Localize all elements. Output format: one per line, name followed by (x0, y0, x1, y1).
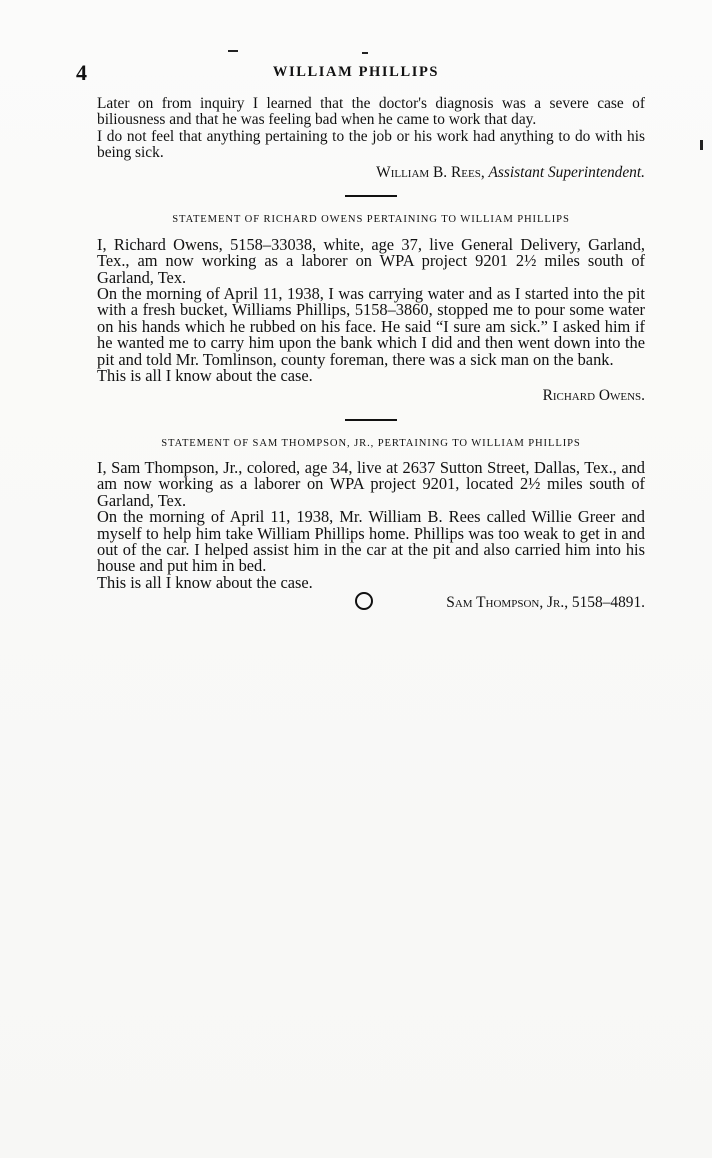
page-number: 4 (76, 60, 87, 85)
statement-heading: STATEMENT OF RICHARD OWENS PERTAINING TO WILLIAM PHILLIPS (172, 214, 570, 226)
bleed-through-text (112, 860, 650, 1080)
scan-speck (362, 52, 368, 54)
page-body (97, 96, 645, 612)
statement-heading: STATEMENT OF SAM THOMPSON, JR., PERTAINING TO WILLIAM PHILLIPS (161, 437, 581, 449)
signature-name: William B. Rees, (376, 164, 485, 182)
page-header (76, 60, 636, 90)
thompson-statement (97, 436, 645, 612)
running-head: WILLIAM PHILLIPS (272, 64, 440, 80)
owens-statement (97, 212, 645, 404)
paragraph: Later on from inquiry I learned that the doctor's diagnosis was a severe case of biliousness and that he was feeling bad when he came to work that day. (97, 95, 645, 129)
paragraph: I, Richard Owens, 5158–33038, white, age 37, live General Delivery, Garland, Tex., am now working as a laborer on WPA project 9201 2½ miles south of Garland, Tex. (97, 234, 645, 287)
paragraph: I do not feel that anything pertaining to the job or his work had anything to do with his being sick. (97, 127, 645, 161)
scan-speck (700, 140, 703, 150)
signature-rees (97, 165, 645, 181)
section-divider (345, 195, 397, 197)
section-divider (345, 419, 397, 421)
punch-hole-circle (355, 592, 373, 610)
paragraph: I, Sam Thompson, Jr., colored, age 34, live at 2637 Sutton Street, Dallas, Tex., and am now working as a laborer on WPA project 9201, located 2½ miles south of Garland, Tex. (97, 458, 645, 510)
signature-title: Assistant Superintendent. (488, 164, 645, 182)
paragraph: On the morning of April 11, 1938, I was carrying water and as I started into the pit with a fresh bucket, Williams Phillips, 5158–3860, stopped me to pour some water on his hands which he rubbed on his face. He said “I sure am sick.” I asked him if he wanted me to carry him upon the bank which I did and then went down into the pit and told Mr. Tomlinson, county foreman, there was a sick man on the bank. (97, 284, 645, 369)
rees-statement (97, 96, 645, 181)
paragraph: On the morning of April 11, 1938, Mr. William B. Rees called Willie Greer and myself to help him take William Phillips home. Phillips was too weak to get in and out of the car. I helped assist him in the car at the pit and also carried him into his house and put him in bed. (97, 507, 645, 576)
scan-speck (228, 50, 238, 52)
paragraph: This is all I know about the case. (97, 572, 313, 592)
signature-thompson: Sam Thompson, Jr., 5158–4891. (446, 594, 645, 612)
paragraph: This is all I know about the case. (97, 366, 313, 386)
signature-owens: Richard Owens. (542, 387, 645, 405)
bleed-through-text (112, 640, 650, 840)
